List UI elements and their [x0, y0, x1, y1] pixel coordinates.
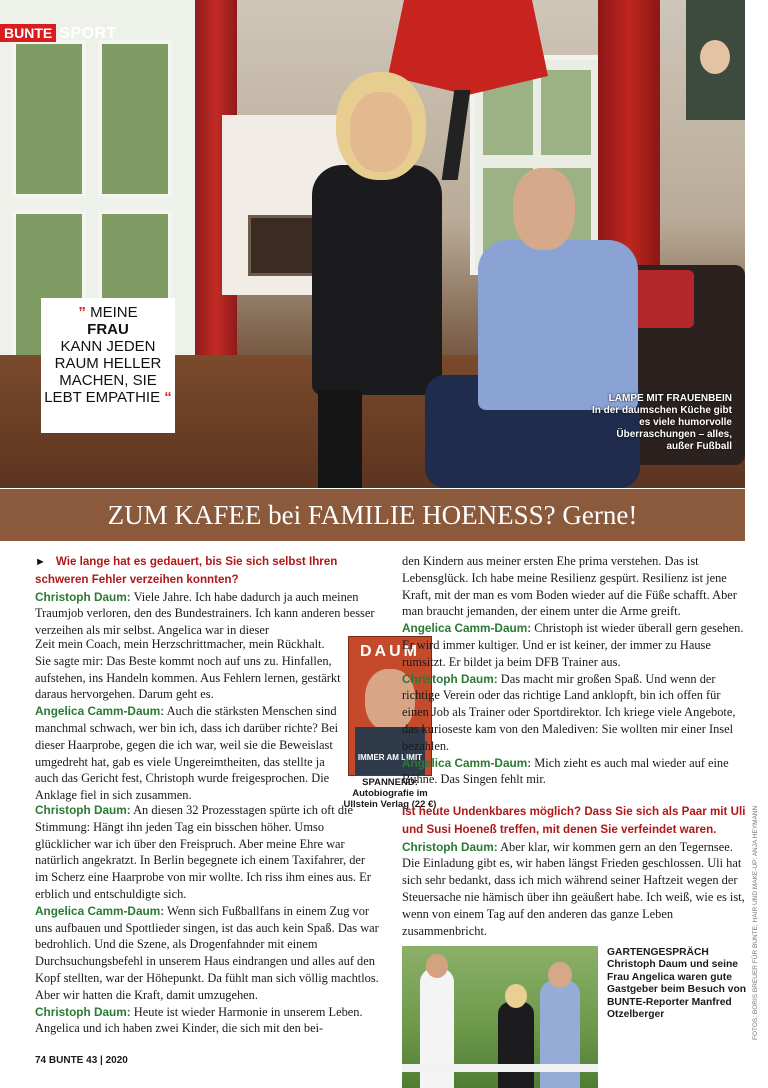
speaker-label: Christoph Daum: — [35, 589, 131, 604]
garden-caption — [607, 947, 747, 1021]
man-figure — [478, 240, 638, 410]
article-column-1-top — [35, 553, 379, 639]
section-label: SPORT — [59, 25, 117, 42]
answer-text: Wenn sich Fußballfans in einem Zug vor uns aufbauen und Spottlieder singen, ist das auch kein Spaß. Das war bedrohlich. Und die Szene, als Drogenfahnder mit einem Durchsuchungsbefehl in unserem Haus eindrangen und alles auf den Kopf stellten, war der Höhepunkt. Da fühlt man sich völlig machtlos. Aber wir hatten die Kraft, damit umzugehen. — [35, 903, 379, 1002]
footer-magazine: BUNTE — [48, 1055, 84, 1066]
pull-quote — [41, 298, 175, 433]
answer-text: den Kindern aus meiner ersten Ehe prima verstehen. Das ist Lebensglück. Ich habe meine Resilienz gespürt. Resilienz ist jene Kraft, mit der man es vom Boden wieder auf die Füße schafft. Aber man braucht jemanden, der einem unter die Arme greift. — [402, 554, 737, 619]
woman-legs — [318, 390, 362, 488]
article-column-2 — [402, 553, 746, 788]
garden-photo — [402, 946, 598, 1088]
hero-caption-title: LAMPE MIT FRAUENBEIN — [608, 393, 732, 404]
question-1: Wie lange hat es gedauert, bis Sie sich selbst Ihren schweren Fehler verzeihen konnten? — [35, 555, 338, 586]
hero-caption-text: In der daumschen Küche gibt es viele humorvolle Überraschungen – alles, außer Fußball — [591, 405, 732, 452]
article-column-2-end — [402, 803, 746, 939]
page-number: 74 — [35, 1055, 47, 1066]
quote-open-mark: ” — [78, 304, 86, 321]
speaker-label: Angelica Camm-Daum: — [402, 621, 532, 636]
headline: ZUM KAFEE bei FAMILIE HOENESS? Gerne! — [0, 489, 745, 541]
book-caption-title: SPANNEND: — [362, 777, 418, 788]
speaker-label: Christoph Daum: — [35, 803, 131, 817]
woman-head — [350, 92, 412, 172]
woman-figure — [312, 165, 442, 395]
man-head — [513, 168, 575, 250]
lamp-red-skirt — [388, 0, 548, 95]
answer-text: Aber klar, wir kommen gern an den Tegernsee. Die Einladung gibt es, wir haben längst Frieden geschlossen. Uli hat sich sehr bedankt, dass ich mich während seiner Haftzeit wegen der Steuersache nie hämisch über ihn geäußert habe. Ich weiß, wie es ist, wenn von einem Tag auf den anderen das ganze Leben zusammenbricht. — [402, 839, 745, 938]
book-caption-text: Autobiografie im Ullstein Verlag (22 €) — [343, 788, 437, 810]
hero-caption — [590, 393, 732, 453]
page-footer — [35, 1055, 128, 1066]
answer-text: An diesen 32 Prozesstagen spürte ich oft die Stimmung: Hängt ihn jeden Tag ein bisschen höher. Umso glücklicher war ich über den Freispruch. Aber meine Ehre war natürlich angekratzt. In Berlin begegnete ich einem Taxifahrer, der im Scherz eine Haarprobe von mir wollte. Ich riss ihm eines aus. Er erblich und entschuldigte sich. — [35, 803, 371, 901]
answer-text: Viele Jahre. Ich habe dadurch ja auch meinen Traumjob verloren, den des Bundestrainers. Ich kann anderen besser verzeihen als mir selbst. Angelica war in dieser — [35, 589, 375, 638]
article-column-1-bottom — [35, 802, 379, 1037]
quote-rest: KANN JEDEN RAUM HELLER MACHEN, SIE LEBT EMPATHIE — [44, 338, 162, 406]
garden-caption-text: Christoph Daum und seine Frau Angelica waren gute Gastgeber beim Besuch von BUNTE-Reporter Manfred Otzelberger — [607, 959, 747, 1021]
question-2: Ist heute Undenkbares möglich? Dass Sie sich als Paar mit Uli und Susi Hoeneß treffen, mit denen Sie verfeindet waren. — [402, 805, 746, 836]
answer-text: Auch die stärksten Menschen sind manchmal schwach, wer bin ich, dass ich darüber richte? Bei dieser Haarprobe, gegen die ich war, weil sie die Beweislast umgedreht hat, gab es viele Ungereimtheiten, das stellte ja auch das Gericht fest, Christoph wurde freigesprochen. Die Anklage fiel in sich zusammen. — [35, 704, 339, 803]
book-cover-subtitle: IMMER AM LIMIT — [357, 753, 423, 762]
article-column-1-middle — [35, 636, 341, 804]
speaker-label: Christoph Daum: — [402, 671, 498, 686]
lamp-leg — [442, 90, 471, 180]
magazine-logo: BUNTE — [0, 24, 56, 42]
speaker-label: Christoph Daum: — [402, 839, 498, 854]
red-pillow — [632, 270, 694, 328]
section-brand — [0, 24, 117, 42]
speaker-label: Angelica Camm-Daum: — [35, 704, 165, 719]
footer-issue: 43 | 2020 — [86, 1055, 128, 1066]
book-cover-title: DAUM — [360, 643, 420, 660]
wall-portrait — [686, 0, 745, 120]
photo-credit: FOTOS: BORIS BREUER FÜR BUNTE; HAIR UND MAKE-UP: ANJA HEYMANN — [752, 805, 759, 1040]
answer-text: Christoph ist wieder überall gern gesehen. Er wird immer kultiger. Und er ist keiner, der immer zu Hause rumsitzt. Er bildet ja beim DFB Trainer aus. — [402, 621, 744, 669]
quote-line2: FRAU — [87, 321, 129, 338]
answer-text: Das macht mir großen Spaß. Und wenn der richtige Verein oder das richtige Land anklopft, bin ich offen für einen Job als Trainer oder Sportdirektor. Ich kriege viele Angebote, das kurioseste kam von den Malediven: Sie wollten mir einer Insel bezahlen. — [402, 671, 736, 753]
garden-caption-title: GARTENGESPRÄCH — [607, 947, 709, 958]
quote-line1: MEINE — [90, 304, 138, 321]
arrow-icon: ► — [35, 556, 46, 568]
answer-text: Mich zieht es auch mal wieder auf eine Bühne. Das Singen fehlt mir. — [402, 755, 729, 787]
speaker-label: Angelica Camm-Daum: — [402, 755, 532, 770]
speaker-label: Angelica Camm-Daum: — [35, 903, 165, 918]
quote-close-mark: “ — [164, 389, 172, 406]
speaker-label: Christoph Daum: — [35, 1004, 131, 1019]
answer-text: Zeit mein Coach, mein Herzschrittmacher, mein Rückhalt. Sie sagte mir: Das Beste kommt noch auf uns zu. Hinfallen, aufstehen, ins Handeln kommen. Aus Fehlern lernen, gestärkt daraus hervorgehen. Darum geht es. — [35, 637, 341, 702]
answer-text: Heute ist wieder Harmonie in unserem Leben. Angelica und ich haben zwei Kinder, die sich mit den bei- — [35, 1004, 363, 1036]
